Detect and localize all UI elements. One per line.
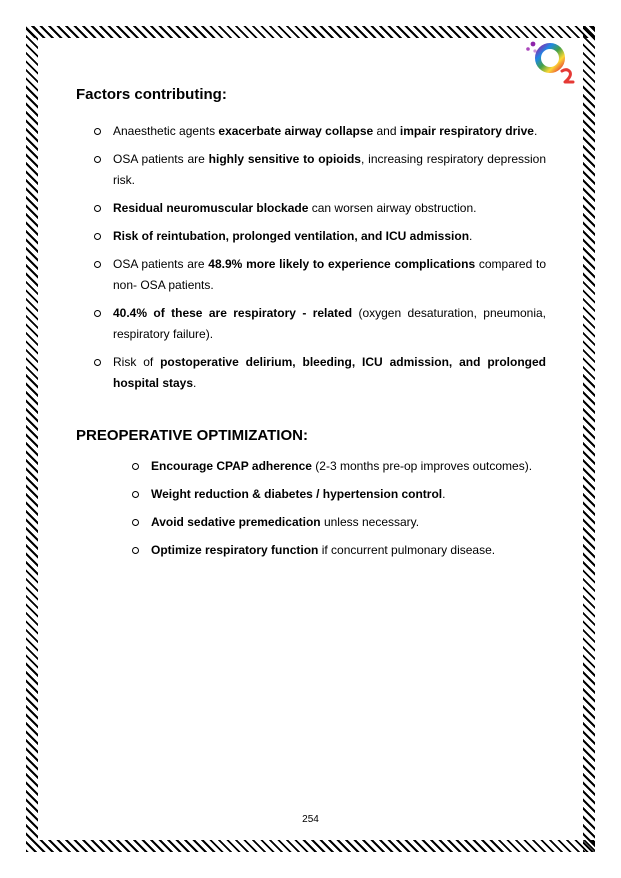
circle-bullet-icon [94,310,101,317]
list-item [94,121,546,142]
optimization-list [132,456,546,568]
bold-text: Risk of reintubation, prolonged ventilation, and ICU admission [113,229,470,243]
bold-text: 40.4% of these are respiratory - related [113,306,353,320]
circle-bullet-icon [132,491,139,498]
circle-bullet-icon [132,547,139,554]
circle-bullet-icon [94,205,101,212]
circle-bullet-icon [94,261,101,268]
bold-text: Avoid sedative premedication [151,515,321,529]
list-item [94,149,546,191]
bold-text: exacerbate airway collapse [218,124,374,138]
border-right [583,26,595,852]
item-text: Anaesthetic agents [113,124,219,138]
section-heading-preoperative: PREOPERATIVE OPTIMIZATION: [76,427,308,444]
circle-bullet-icon [94,128,101,135]
item-text: OSA patients are [113,257,209,271]
item-text: . [533,124,538,138]
circle-bullet-icon [94,359,101,366]
item-text: if concurrent pulmonary disease. [318,543,496,557]
item-text: unless necessary. [320,515,420,529]
list-item [94,198,546,219]
page-number: 254 [302,814,319,825]
bold-text: highly sensitive to opioids [208,152,361,166]
item-text: . [193,376,197,390]
item-text: can worsen airway obstruction. [308,201,477,215]
bold-text: Weight reduction & diabetes / hypertension control [151,487,443,501]
bold-text: postoperative delirium, bleeding, ICU admission, and prolonged hospital stays [113,355,546,390]
item-text: (2-3 months pre-op improves outcomes). [311,459,533,473]
circle-bullet-icon [132,519,139,526]
list-item [132,456,546,477]
bold-text: Encourage CPAP adherence [151,459,312,473]
item-text: , increasing respiratory depression risk. [113,152,547,187]
list-item [94,226,546,247]
item-text: OSA patients are [113,152,209,166]
o2-logo-icon [524,38,580,88]
list-item [94,254,546,296]
section-heading-factors: Factors contributing: [76,86,227,103]
bold-text: Residual neuromuscular blockade [113,201,309,215]
bold-text: Optimize respiratory function [151,543,319,557]
circle-bullet-icon [94,156,101,163]
circle-bullet-icon [94,233,101,240]
item-text: and [373,124,400,138]
item-text: . [469,229,473,243]
circle-bullet-icon [132,463,139,470]
item-text: Risk of [113,355,161,369]
border-bottom [26,840,595,852]
bold-text: impair respiratory drive [399,124,534,138]
border-left [26,26,38,852]
list-item [94,352,546,394]
list-item [132,484,546,505]
list-item [94,303,546,345]
item-text: compared to non- OSA patients. [113,257,546,292]
item-text: . [442,487,446,501]
factors-list [94,121,546,401]
bold-text: 48.9% more likely to experience complications [208,257,476,271]
item-text: (oxygen desaturation, pneumonia, respiratory failure). [113,306,546,341]
list-item [132,512,546,533]
border-top [26,26,595,38]
list-item [132,540,546,561]
